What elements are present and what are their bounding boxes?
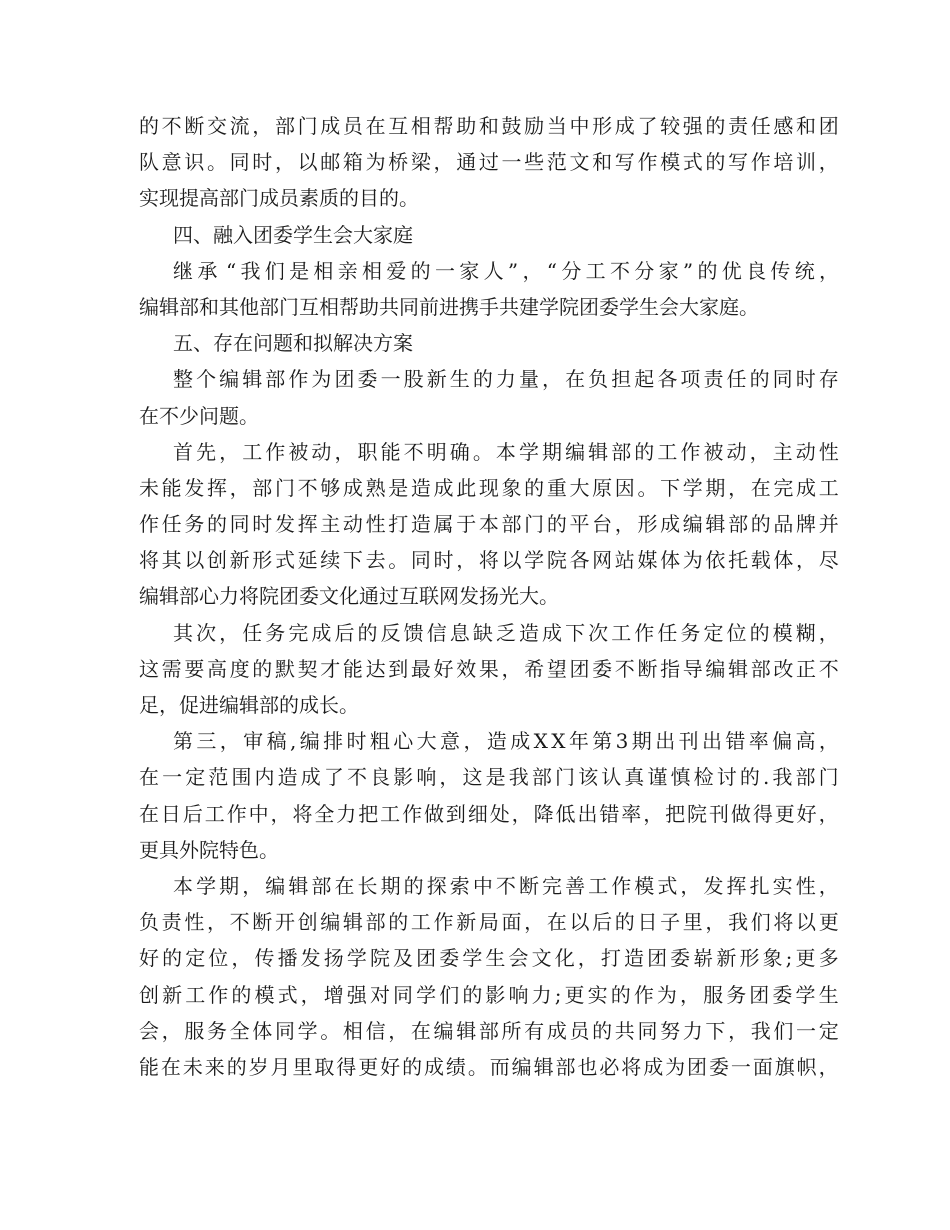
- text-line: 其 次 ， 任 务 完 成 后 的 反 馈 信 息 缺 乏 造 成 下 次 工 作 任 务 定 位 的 模 糊 ，: [173, 620, 839, 645]
- text-line: 在 日 后 工 作 中 ， 将 全 力 把 工 作 做 到 细 处 ， 降 低 出 错 率 ， 把 院 刊 做 得 更 好 ，: [139, 801, 839, 826]
- text-line: 这 需 要 高 度 的 默 契 才 能 达 到 最 好 效 果 ， 希 望 团 委 不 断 指 导 编 辑 部 改 正 不: [139, 656, 839, 681]
- text-line: 好 的 定 位 ， 传 播 发 扬 学 院 及 团 委 学 生 会 文 化 ， 打 造 团 委 崭 新 形 象 ; 更 多: [139, 946, 839, 971]
- text-line: 足，促进编辑部的成长。: [139, 693, 359, 717]
- text-line: 编辑部心力将院团委文化通过互联网发扬光大。: [139, 584, 559, 609]
- text-line: 编辑部和其他部门互相帮助共同前进携手共建学院团委学生会大家庭。: [139, 294, 759, 319]
- text-line: 整 个 编 辑 部 作 为 团 委 一 股 新 生 的 力 量 ， 在 负 担 起 各 项 责 任 的 同 时 存: [173, 367, 839, 392]
- text-line: 在 一 定 范 围 内 造 成 了 不 良 影 响 ， 这 是 我 部 门 该 认 真 谨 慎 检 讨 的 . 我 部 门: [139, 765, 839, 790]
- text-line: 的 不 断 交 流 ， 部 门 成 员 在 互 相 帮 助 和 鼓 励 当 中 形 成 了 较 强 的 责 任 感 和 团: [139, 114, 839, 138]
- text-line: 会 ， 服 务 全 体 同 学 。 相 信 ， 在 编 辑 部 所 有 成 员 的 共 同 努 力 下 ， 我 们 一 定: [139, 1018, 839, 1043]
- text-line: 负 责 性 ， 不 断 开 创 编 辑 部 的 工 作 新 局 面 ， 在 以 后 的 日 子 里 ， 我 们 将 以 更: [139, 910, 839, 935]
- text-line: 更具外院特色。: [139, 837, 279, 862]
- text-line: 队 意 识 。 同 时 ， 以 邮 箱 为 桥 梁 ， 通 过 一 些 范 文 和 写 作 模 式 的 写 作 培 训 ，: [139, 150, 839, 175]
- text-line: 未 能 发 挥 ， 部 门 不 够 成 熟 是 造 成 此 现 象 的 重 大 原 因 。 下 学 期 ， 在 完 成 工: [139, 475, 839, 500]
- text-line: 实现提高部门成员素质的目的。: [139, 186, 419, 211]
- text-line: 作 任 务 的 同 时 发 挥 主 动 性 打 造 属 于 本 部 门 的 平 台 ， 形 成 编 辑 部 的 品 牌 并: [139, 512, 839, 537]
- text-line: 首 先 ， 工 作 被 动 ， 职 能 不 明 确 。 本 学 期 编 辑 部 的 工 作 被 动 ， 主 动 性: [173, 439, 839, 464]
- text-line: 本 学 期 ， 编 辑 部 在 长 期 的 探 索 中 不 断 完 善 工 作 模 式 ， 发 挥 扎 实 性 ，: [173, 873, 839, 898]
- text-line: 创 新 工 作 的 模 式 ， 增 强 对 同 学 们 的 影 响 力 ; 更 实 的 作 为 ， 服 务 团 委 学 生: [139, 982, 839, 1007]
- text-line: 五、存在问题和拟解决方案: [173, 331, 413, 356]
- text-line: 继 承 “ 我 们 是 相 亲 相 爱 的 一 家 人 ” ， “ 分 工 不 分 家 ” 的 优 良 传 统 ，: [173, 258, 839, 283]
- text-line: 将 其 以 创 新 形 式 延 续 下 去 。 同 时 ， 将 以 学 院 各 网 站 媒 体 为 依 托 载 体 ， 尽: [139, 548, 839, 573]
- text-line: 能 在 未 来 的 岁 月 里 取 得 更 好 的 成 绩 。 而 编 辑 部 也 必 将 成 为 团 委 一 面 旗 帜 ，: [139, 1054, 839, 1079]
- text-line: 四、融入团委学生会大家庭: [173, 222, 413, 247]
- document-body: [139, 108, 839, 1085]
- text-line: 在不少问题。: [139, 403, 259, 428]
- text-line: 第 三 ， 审 稿 , 编 排 时 粗 心 大 意 ， 造 成 X X 年 第 3 期 出 刊 出 错 率 偏 高 ，: [173, 729, 839, 754]
